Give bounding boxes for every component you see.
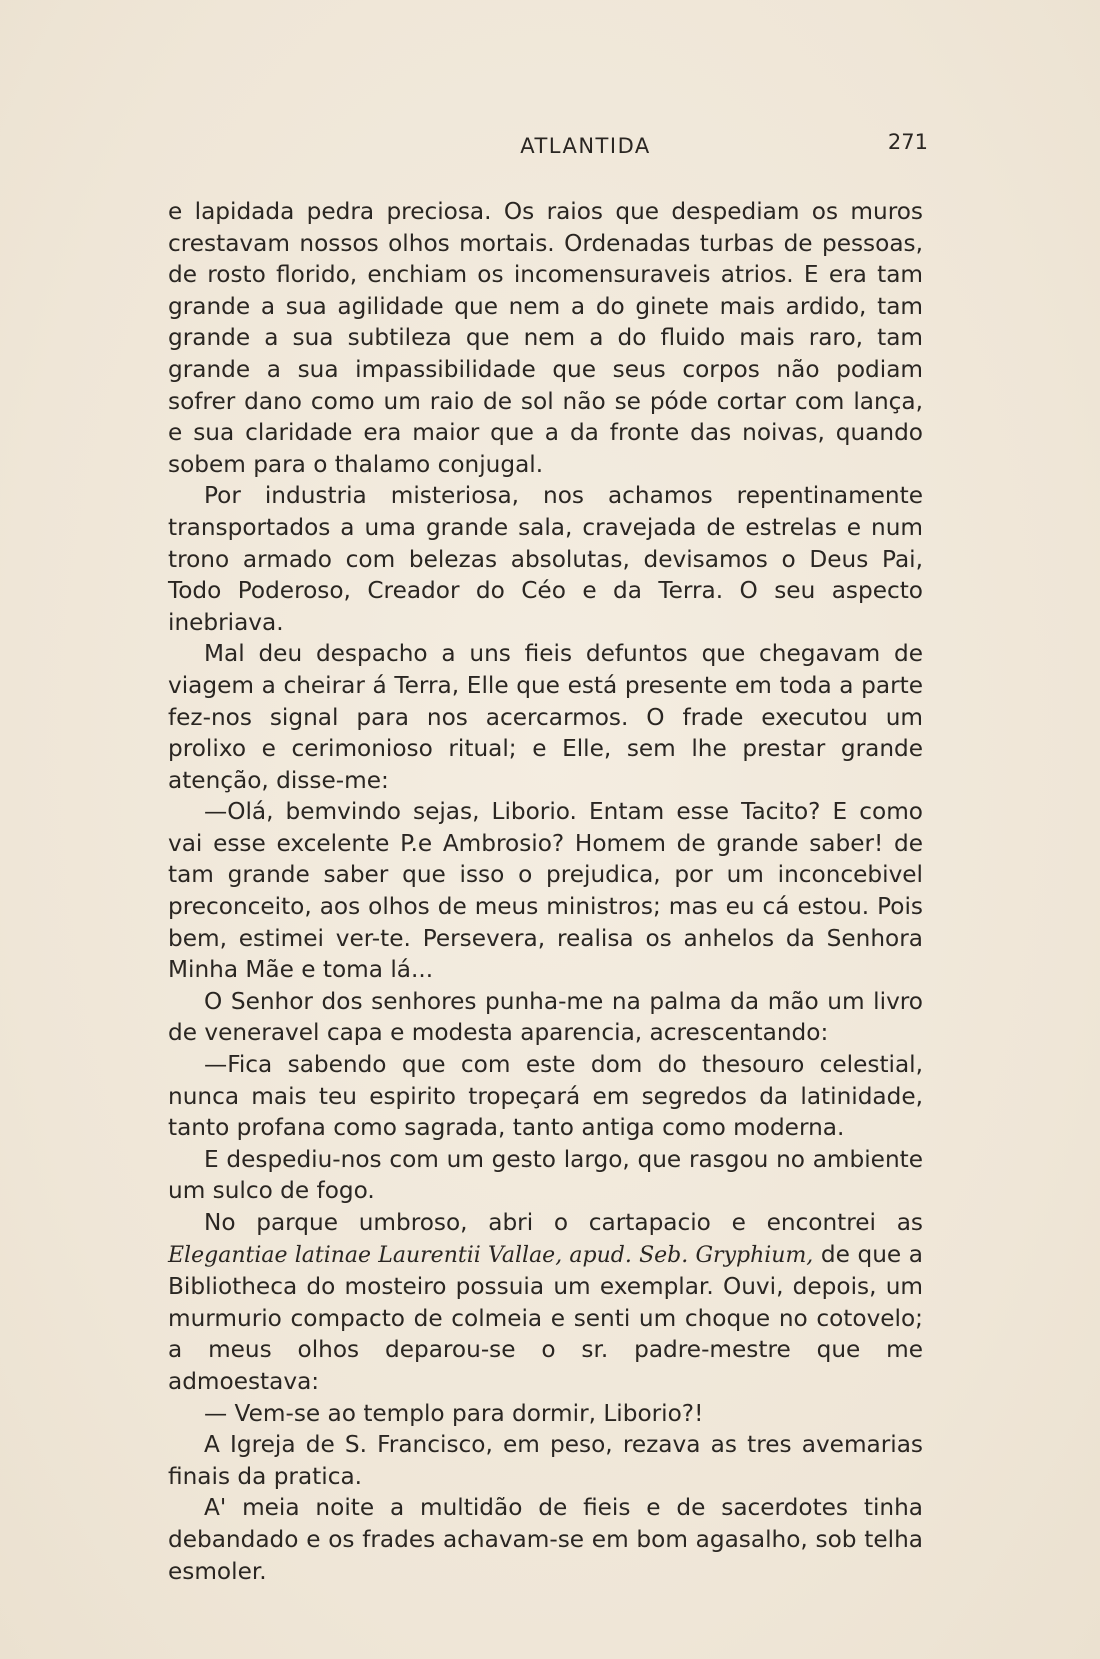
paragraph: e lapidada pedra preciosa. Os raios que despediam os muros crestavam nossos olhos mortais. Ordenadas turbas de pessoas, de rosto florido, enchiam os incomensuraveis atrios. E era tam grande a sua agilidade que nem a do ginete mais ardido, tam grande a sua subtileza que nem a do fluido mais raro, tam grande a sua impassibilidade que seus corpos não podiam sofrer dano como um raio de sol não se póde cortar com lança, e sua claridade era maior que a da fronte das noivas, quando sobem para o thalamo conjugal.	[168, 198, 923, 478]
paragraph-text: No parque umbroso, abri o cartapacio e encontrei as	[204, 1209, 923, 1236]
paragraph: E despediu-nos com um gesto largo, que rasgou no ambiente um sulco de fogo.	[168, 1145, 923, 1205]
dialogue-paragraph: — Vem-se ao templo para dormir, Liborio?!	[204, 1399, 704, 1427]
paragraph: Mal deu despacho a uns fieis defuntos que chegavam de viagem a cheirar á Terra, Elle que está presente em toda a parte fez-nos signal para nos acercarmos. O frade executou um prolixo e cerimonioso ritual; e Elle, sem lhe prestar grande atenção, disse-me:	[168, 640, 923, 794]
book-title-italic: Elegantiae latinae Laurentii Vallae, apud. Seb. Gryphium,	[168, 1242, 814, 1268]
paragraph: O Senhor dos senhores punha-me na palma da mão um livro de veneravel capa e modesta aparencia, acrescentando:	[168, 987, 923, 1047]
paragraph: Por industria misteriosa, nos achamos repentinamente transportados a uma grande sala, cravejada de estrelas e num trono armado com belezas absolutas, devisamos o Deus Pai, Todo Poderoso, Creador do Céo e da Terra. O seu aspecto inebriava.	[168, 482, 923, 636]
running-title: ATLANTIDA	[520, 134, 651, 158]
body-text	[168, 196, 923, 1587]
dialogue-paragraph: —Olá, bemvindo sejas, Liborio. Entam esse Tacito? E como vai esse excelente P.e Ambrosio? Homem de grande saber! de tam grande saber que isso o prejudica, por um inconcebivel preconceito, aos olhos de meus ministros; mas eu cá estou. Pois bem, estimei ver-te. Persevera, realisa os anhelos da Senhora Minha Mãe e toma lá...	[168, 798, 923, 984]
paragraph: A' meia noite a multidão de fieis e de sacerdotes tinha debandado e os frades achavam-se em bom agasalho, sob telha esmoler.	[168, 1494, 923, 1585]
paragraph-text: de que a Bibliotheca do mosteiro possuia um exemplar. Ouvi, depois, um murmurio compacto de colmeia e senti um choque no cotovelo; a meus olhos deparou-se o sr. padre-mestre que me admoestava:	[168, 1240, 923, 1395]
page-header	[168, 130, 928, 168]
page-number: 271	[887, 130, 928, 154]
dialogue-paragraph: —Fica sabendo que com este dom do thesouro celestial, nunca mais teu espirito tropeçará em segredos da latinidade, tanto profana como sagrada, tanto antiga como moderna.	[168, 1051, 923, 1142]
paragraph	[168, 1207, 923, 1398]
paragraph: A Igreja de S. Francisco, em peso, rezava as tres avemarias finais da pratica.	[168, 1431, 923, 1490]
